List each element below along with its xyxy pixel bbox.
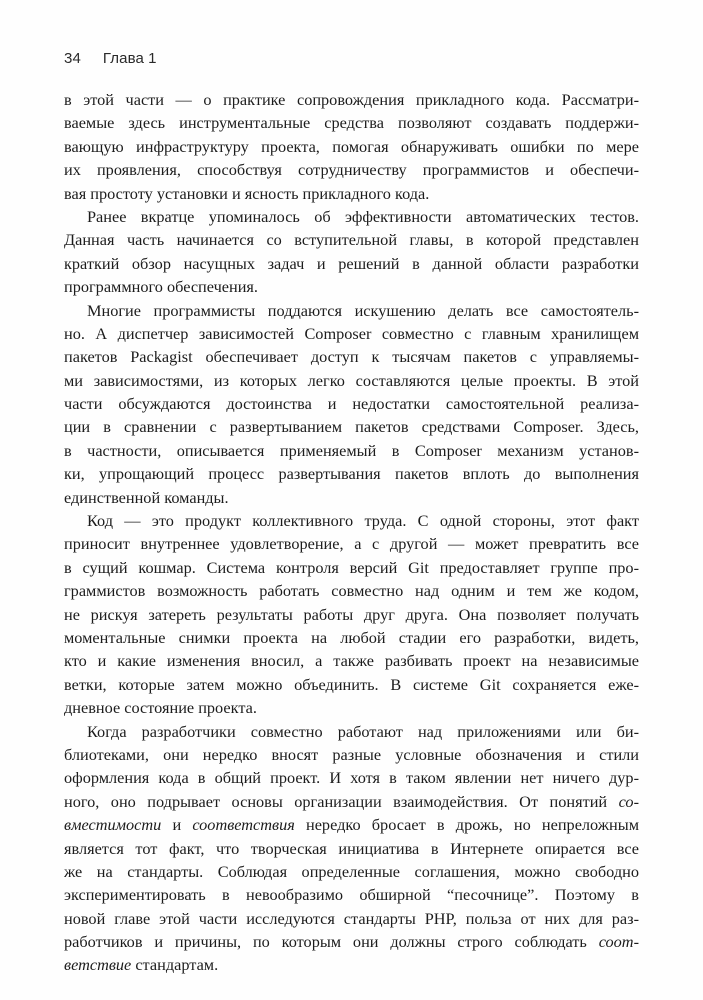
italic-term: соот-	[598, 932, 639, 952]
paragraph	[64, 205, 639, 299]
text-line: ми зависимостями, из которых легко составляются целые проекты. В этой	[64, 370, 639, 390]
text-line: ваемые здесь инструментальные средства позволяют создавать поддержи-	[64, 113, 639, 133]
text-line: в сущий кошмар. Система контроля версий Git предоставляет группе про-	[64, 557, 639, 577]
text-line	[64, 953, 639, 976]
line-text: стандартам.	[131, 955, 219, 975]
text-line: не рискуя затереть результаты работы друг друга. Она позволяет получать	[64, 604, 639, 624]
text-line	[64, 930, 639, 953]
text-line: программного обеспечения.	[64, 277, 258, 297]
paragraph	[64, 299, 639, 510]
text-line: в этой части — о практике сопровождения прикладного кода. Рассматри-	[64, 90, 639, 109]
line-text: ного, оно подрывает основы организации взаимодействия. От понятий	[64, 791, 619, 811]
text-line: Данная часть начинается со вступительной главы, в которой представлен	[64, 230, 639, 250]
text-line: же на стандарты. Соблюдая определенные соглашения, можно свободно	[64, 861, 639, 881]
text-line: Многие программисты поддаются искушению делать все самостоятель-	[87, 300, 639, 320]
text-line	[64, 813, 639, 836]
page-body	[64, 88, 639, 977]
text-line: Ранее вкратце упоминалось об эффективности автоматических тестов.	[87, 206, 639, 226]
text-line: является тот факт, что творческая инициатива в Интернете опирается все	[64, 838, 639, 858]
line-text: нередко бросает в дрожь, но непреложным	[294, 815, 639, 835]
text-line: граммистов возможность работать совместно над одним и тем же кодом,	[64, 581, 639, 601]
text-line: части обсуждаются достоинства и недостатки самостоятельной реализа-	[64, 394, 639, 414]
text-line: вающую инфраструктуру проекта, помогая обнаруживать ошибки по мере	[64, 136, 639, 156]
running-head	[64, 50, 157, 67]
text-line: ки, упрощающий процесс развертывания пакетов вплоть до выполнения	[64, 464, 639, 484]
page-number: 34	[64, 50, 81, 67]
text-line: в частности, описывается применяемый в Composer механизм установ-	[64, 440, 639, 460]
italic-term: со-	[618, 791, 639, 811]
text-line	[64, 790, 639, 813]
line-text: и	[161, 815, 193, 835]
italic-term: ветствие	[64, 955, 132, 975]
line-text: работчиков и причины, по которым они должны строго соблюдать	[64, 932, 599, 952]
text-line: вая простоту установки и ясность прикладного кода.	[64, 183, 430, 203]
text-line: их проявления, способствуя сотрудничеству программистов и обеспечи-	[64, 160, 639, 180]
text-line: дневное состояние проекта.	[64, 698, 257, 718]
text-line: кто и какие изменения вносил, а также разбивать проект на независимые	[64, 651, 639, 671]
text-line: пакетов Packagist обеспечивает доступ к тысячам пакетов с управляемы-	[64, 347, 639, 367]
text-line: оформления кода в общий проект. И хотя в таком явлении нет ничего дур-	[64, 768, 639, 788]
text-line: блиотеками, они нередко вносят разные условные обозначения и стили	[64, 744, 639, 764]
text-line: Когда разработчики совместно работают над приложениями или би-	[87, 721, 639, 741]
paragraph	[64, 509, 639, 720]
text-line: ции в сравнении с развертыванием пакетов средствами Composer. Здесь,	[64, 417, 639, 437]
text-line: единственной команды.	[64, 487, 229, 507]
italic-term: вместимости	[64, 815, 162, 835]
chapter-title: Глава 1	[102, 50, 157, 67]
text-line: ветки, которые затем можно объединить. В системе Git сохраняется еже-	[64, 674, 639, 694]
text-line: экспериментировать в невообразимо обширной “песочнице”. Поэтому в	[64, 885, 639, 905]
text-line: приносит внутреннее удовлетворение, а с другой — может превратить все	[64, 534, 639, 554]
text-line: моментальные снимки проекта на любой стадии его разработки, видеть,	[64, 627, 639, 647]
text-line: Код — это продукт коллективного труда. С одной стороны, этот факт	[87, 511, 639, 531]
paragraph	[64, 720, 639, 977]
text-line: новой главе этой части исследуются стандарты PHP, польза от них для раз-	[64, 908, 639, 928]
text-line: но. А диспетчер зависимостей Composer совместно с главным хранилищем	[64, 323, 639, 343]
paragraph	[64, 88, 639, 205]
italic-term: соответствия	[192, 815, 295, 835]
text-line: краткий обзор насущных задач и решений в данной области разработки	[64, 253, 639, 273]
